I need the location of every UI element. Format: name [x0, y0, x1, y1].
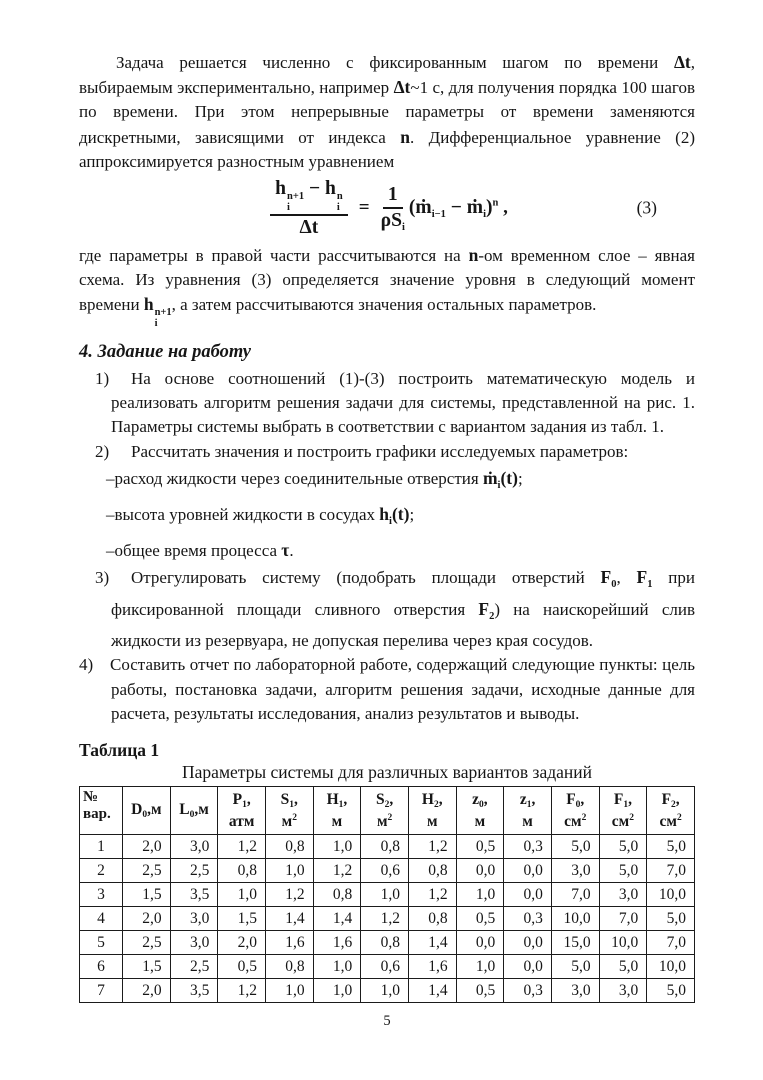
table-cell: 1,0 — [265, 859, 313, 883]
math-symbol: )$^n$ — [486, 196, 499, 218]
table-cell: 1,0 — [456, 955, 504, 979]
math-symbol: (t) — [500, 467, 518, 488]
table-cell: 7,0 — [599, 907, 647, 931]
equation-lhs-denominator — [300, 216, 319, 239]
table-cell: 0,0 — [504, 955, 552, 979]
paragraph-explicit-scheme: где параметры в правой части рассчитываются на n-ом временном слое – явная схема. Из уравнения (3) определяется значение уровня в следующий момент времени h n+1 i , а затем рассчитываются значения остальных параметров. — [79, 244, 695, 329]
page-number: 5 — [383, 1013, 391, 1030]
task-number: 3) — [95, 567, 110, 587]
table-row — [80, 907, 695, 931]
task-text: Составить отчет по лабораторной работе, содержащий следующие пункты: цель работы, постановка задачи, алгоритм решения задачи, исходные данные для расчета, результаты исследования, анализ результатов и выводы. — [110, 655, 695, 723]
variant-number-cell: 3 — [80, 883, 123, 907]
math-symbol: Δt — [673, 52, 691, 72]
table-cell: 0,8 — [218, 859, 266, 883]
table-cell: 0,5 — [218, 955, 266, 979]
table-cell: 1,2 — [408, 883, 456, 907]
task-item-2 — [79, 440, 695, 464]
variant-number-cell: 1 — [80, 835, 123, 859]
table-cell: 1,0 — [313, 835, 361, 859]
task-number: 1) — [95, 368, 110, 388]
table-cell: 3,0 — [170, 931, 218, 955]
table-cell: 1,6 — [265, 931, 313, 955]
table-cell: 0,0 — [504, 883, 552, 907]
table-cell: 0,8 — [265, 835, 313, 859]
table-cell: 10,0 — [647, 955, 695, 979]
table-cell: 1,4 — [313, 907, 361, 931]
table-cell: 0,8 — [408, 907, 456, 931]
table-cell: 1,0 — [265, 979, 313, 1003]
table-cell: 3,5 — [170, 883, 218, 907]
table-header-cell: $F_0$, $см^2$ — [551, 786, 599, 834]
table-cell: 2,5 — [170, 955, 218, 979]
table-cell: 1,5 — [218, 907, 266, 931]
paragraph-numeric-scheme: Задача решается численно с фиксированным шагом по времени Δt, выбираемым экспериментально, например Δt~1 с, для получения порядка 100 шагов по времени. При этом непрерывные параметры от времени заменяются дискретными, зависящими от индекса n. Дифференциальное уравнение (2) аппроксимируется разностным уравнением — [79, 52, 695, 171]
table-cell: 1,6 — [313, 931, 361, 955]
math-symbol: h n+1 i — [143, 294, 172, 329]
equation-lhs-fraction — [270, 178, 348, 239]
table-cell: 0,6 — [361, 955, 409, 979]
variants-table — [79, 786, 695, 1003]
table-cell: 5,0 — [647, 907, 695, 931]
math-symbol: 1 — [387, 183, 398, 205]
table-cell: 1,5 — [123, 955, 171, 979]
table-cell: 1,4 — [408, 931, 456, 955]
table-cell: 0,8 — [265, 955, 313, 979]
table-header-cell: $P_1$, атм — [218, 786, 266, 834]
table-cell: 5,0 — [599, 835, 647, 859]
math-symbol: $F_2$ — [478, 598, 495, 622]
table-header-cell: $S_2$, $м^2$ — [361, 786, 409, 834]
table-cell: 0,0 — [504, 859, 552, 883]
table-cell: 2,0 — [218, 931, 266, 955]
task-item-3 — [79, 565, 695, 654]
table-cell: 7,0 — [647, 859, 695, 883]
task-text: На основе соотношений (1)-(3) построить математическую модель и реализовать алгоритм решения задачи для системы, представленной на рис. 1. Параметры системы выбрать в соответствии с вариантом задания из табл. 1. — [111, 368, 695, 437]
table-cell: 1,5 — [123, 883, 171, 907]
table-header-cell: $D_0,м$ — [123, 786, 171, 834]
table-cell: 3,0 — [551, 979, 599, 1003]
table-cell: 1,2 — [265, 883, 313, 907]
table-row — [80, 931, 695, 955]
equation-number: (3) — [636, 197, 657, 218]
table-cell: 10,0 — [647, 883, 695, 907]
table-cell: 3,0 — [170, 907, 218, 931]
table-row — [80, 883, 695, 907]
table-cell: 1,2 — [218, 979, 266, 1003]
table-cell: 2,5 — [123, 931, 171, 955]
table-cell: 2,0 — [123, 979, 171, 1003]
variant-number-cell: 4 — [80, 907, 123, 931]
table-cell: 1,2 — [408, 835, 456, 859]
variant-number-cell: 6 — [80, 955, 123, 979]
table-header-cell: $H_2$, м — [408, 786, 456, 834]
table-cell: 5,0 — [551, 955, 599, 979]
equals-sign: = — [358, 197, 370, 219]
equation-rhs-numerator — [383, 184, 403, 209]
equation-rhs-fraction — [381, 184, 405, 233]
equation-rhs-expression: (ṁ$_{i-1}$ − ṁ$_i$)$^n$ , — [408, 196, 508, 220]
table-cell: 1,0 — [313, 979, 361, 1003]
table-row — [80, 955, 695, 979]
table-cell: 1,2 — [313, 859, 361, 883]
table-cell: 3,0 — [551, 859, 599, 883]
table-head — [80, 786, 695, 834]
table-cell: 1,4 — [265, 907, 313, 931]
table-cell: 0,5 — [456, 835, 504, 859]
table-cell: 2,5 — [123, 859, 171, 883]
math-symbol: τ — [281, 539, 290, 560]
table-cell: 0,3 — [504, 979, 552, 1003]
math-symbol: (ṁ$_{i-1}$ — [408, 196, 446, 220]
table-row — [80, 979, 695, 1003]
table-caption: Параметры системы для различных вариантов заданий — [182, 761, 592, 782]
math-symbol: n — [400, 126, 410, 147]
table-cell: 1,6 — [408, 955, 456, 979]
equation-lhs-numerator — [270, 178, 348, 216]
table-header-cell: $F_2$, $см^2$ — [647, 786, 695, 834]
math-symbol: n — [468, 244, 479, 265]
table-cell: 0,5 — [456, 907, 504, 931]
table-cell: 2,0 — [123, 835, 171, 859]
table-cell: 1,2 — [218, 835, 266, 859]
table-cell: 0,8 — [313, 883, 361, 907]
task-item-4 — [79, 653, 695, 726]
table-cell: 1,0 — [361, 979, 409, 1003]
math-symbol: $F_1$ — [636, 566, 653, 590]
variant-number-cell: 5 — [80, 931, 123, 955]
table-cell: 1,0 — [456, 883, 504, 907]
table-cell: 5,0 — [599, 955, 647, 979]
table-header-cell: $z_1$, м — [504, 786, 552, 834]
table-cell: 0,0 — [456, 931, 504, 955]
task-number: 2) — [95, 441, 110, 461]
table-cell: 3,0 — [599, 979, 647, 1003]
math-symbol: $h_i$ — [379, 503, 392, 527]
table-cell: 0,8 — [361, 931, 409, 955]
math-symbol: h n+1 i — [275, 178, 305, 213]
table-cell: 0,0 — [456, 859, 504, 883]
table-cell: 0,5 — [456, 979, 504, 1003]
equation-3 — [79, 178, 695, 239]
table-cell: 5,0 — [647, 835, 695, 859]
table-cell: 1,0 — [313, 955, 361, 979]
table-cell: 0,8 — [361, 835, 409, 859]
table-cell: 0,8 — [408, 859, 456, 883]
table-cell: 5,0 — [647, 979, 695, 1003]
table-cell: 3,0 — [170, 835, 218, 859]
table-label: Таблица 1 — [79, 739, 160, 760]
table-cell: 2,5 — [170, 859, 218, 883]
task-text: Отрегулировать систему (подобрать площади отверстий $F_0$, $F_1$ при фиксированной площади сливного отверстия $F_2$) на наискорейший слив жидкости из резервуара, не допуская перелива через края сосудов. — [111, 566, 695, 651]
document-page — [79, 50, 695, 1030]
table-header-cell: $F_1$, $см^2$ — [599, 786, 647, 834]
table-cell: 0,6 — [361, 859, 409, 883]
table-cell: 0,0 — [504, 931, 552, 955]
table-cell: 1,4 — [408, 979, 456, 1003]
variant-number-cell: 7 — [80, 979, 123, 1003]
math-symbol: $\rho S_i$ — [380, 209, 405, 233]
math-symbol: $F_0$ — [600, 566, 617, 590]
table-cell: 15,0 — [551, 931, 599, 955]
equation-rhs-denominator — [381, 209, 405, 233]
table-cell: 1,0 — [218, 883, 266, 907]
table-header-cell: $H_1$, м — [313, 786, 361, 834]
table-header-cell: $S_1$, $м^2$ — [265, 786, 313, 834]
task-2-subitem-flow-rate: –расход жидкости через соединительные отверстия ṁ$_i$(t); — [106, 467, 523, 491]
table-cell: 5,0 — [599, 859, 647, 883]
table-cell: 2,0 — [123, 907, 171, 931]
math-symbol: h n i — [325, 178, 343, 213]
math-symbol: (t) — [391, 503, 410, 524]
task-text: Рассчитать значения и построить графики исследуемых параметров: — [131, 441, 629, 461]
table-cell: 3,0 — [599, 883, 647, 907]
math-symbol: − — [304, 178, 326, 200]
table-cell: 0,3 — [504, 835, 552, 859]
math-symbol: Δt — [393, 77, 411, 98]
table-cell: 0,3 — [504, 907, 552, 931]
variant-number-cell: 2 — [80, 859, 123, 883]
math-symbol: − ṁ$_i$ — [445, 196, 486, 220]
table-header-cell: $z_0$, м — [456, 786, 504, 834]
table-body — [80, 835, 695, 1003]
task-item-1 — [79, 367, 695, 440]
table-cell: 3,5 — [170, 979, 218, 1003]
table-row — [80, 835, 695, 859]
table-row — [80, 859, 695, 883]
math-symbol: ṁ$_i$ — [482, 467, 501, 491]
table-cell: 1,2 — [361, 907, 409, 931]
task-number: 4) — [79, 655, 94, 675]
table-cell: 7,0 — [647, 931, 695, 955]
task-2-subitem-levels: –высота уровней жидкости в сосудах $h_i(t)$; — [106, 503, 415, 527]
table-header-row — [80, 786, 695, 834]
table-cell: 10,0 — [599, 931, 647, 955]
table-header-cell: $L_0,м$ — [170, 786, 218, 834]
table-header-variant: № вар. — [80, 786, 123, 834]
table-cell: 1,0 — [361, 883, 409, 907]
table-cell: 10,0 — [551, 907, 599, 931]
table-cell: 7,0 — [551, 883, 599, 907]
section-heading: 4. Задание на работу — [79, 341, 252, 362]
task-2-subitem-total-time: –общее время процесса τ. — [106, 539, 294, 560]
math-symbol: Δt — [299, 216, 319, 238]
table-cell: 5,0 — [551, 835, 599, 859]
